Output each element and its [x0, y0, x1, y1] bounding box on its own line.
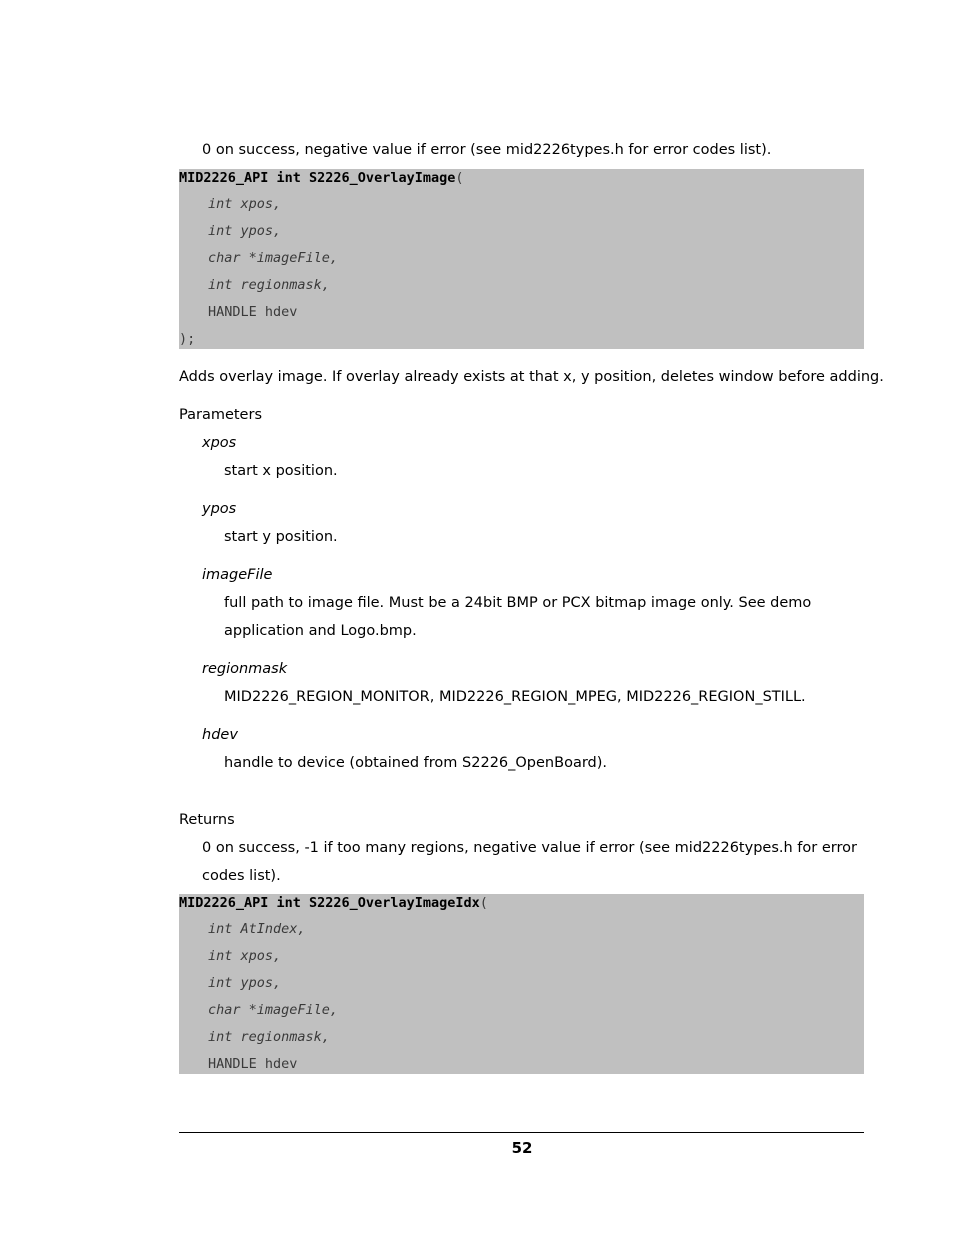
returns-heading: Returns — [179, 812, 235, 828]
code-param: int xpos, — [208, 948, 282, 964]
footer-divider — [179, 1132, 864, 1133]
parameters-heading: Parameters — [179, 407, 262, 423]
top-returns-text: 0 on success, negative value if error (see mid2226types.h for error codes list). — [202, 142, 772, 158]
code-block-overlay-image — [179, 169, 864, 349]
param-desc: start x position. — [224, 463, 338, 479]
code-block-overlay-image-idx — [179, 894, 864, 1074]
code-param: int ypos, — [208, 223, 282, 239]
returns-text: 0 on success, -1 if too many regions, negative value if error (see mid2226types.h for error — [202, 840, 857, 856]
param-name: imageFile — [202, 567, 273, 583]
code-param: int xpos, — [208, 196, 282, 212]
code-param: int AtIndex, — [208, 921, 306, 937]
param-desc: full path to image file. Must be a 24bit BMP or PCX bitmap image only. See demo — [224, 595, 812, 611]
param-name: regionmask — [202, 661, 288, 677]
param-name: hdev — [202, 727, 238, 743]
param-desc: start y position. — [224, 529, 338, 545]
code-param: HANDLE hdev — [208, 304, 298, 320]
code-param: HANDLE hdev — [208, 1056, 298, 1072]
function-signature: MID2226_API int S2226_OverlayImageIdx( — [179, 895, 488, 911]
code-param: char *imageFile, — [208, 1002, 339, 1018]
code-param: char *imageFile, — [208, 250, 339, 266]
description-text: Adds overlay image. If overlay already exists at that x, y position, deletes window before adding. — [179, 369, 884, 385]
param-desc: handle to device (obtained from S2226_OpenBoard). — [224, 755, 608, 771]
returns-text: codes list). — [202, 868, 281, 884]
param-name: ypos — [202, 501, 237, 517]
param-name: xpos — [202, 435, 237, 451]
code-param: int regionmask, — [208, 1029, 330, 1045]
code-param: int regionmask, — [208, 277, 330, 293]
code-param: int ypos, — [208, 975, 282, 991]
code-close: ); — [179, 331, 196, 347]
param-desc: application and Logo.bmp. — [224, 623, 417, 639]
page-number: 52 — [511, 1139, 533, 1157]
param-desc: MID2226_REGION_MONITOR, MID2226_REGION_MPEG, MID2226_REGION_STILL. — [224, 689, 806, 705]
function-signature: MID2226_API int S2226_OverlayImage( — [179, 170, 464, 186]
